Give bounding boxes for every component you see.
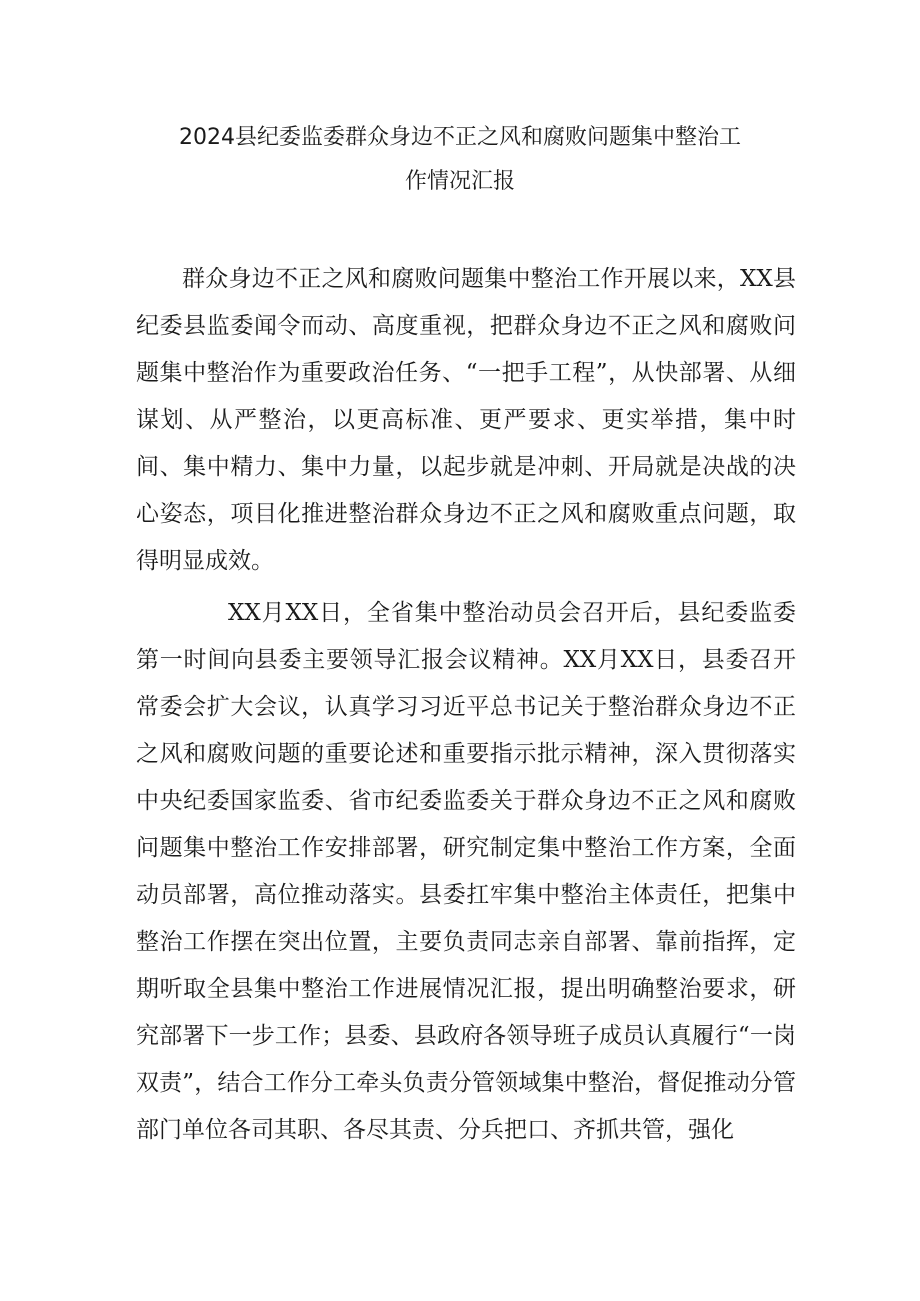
document-title-line-1: 2024县纪委监委群众身边不正之风和腐败问题集中整治工 (179, 125, 741, 150)
body-paragraph-1: 群众身边不正之风和腐败问题集中整治工作开展以来，XX县纪委县监委闻令而动、高度重视，把群众身边不正之风和腐败问题集中整治作为重要政治任务、“一把手工程”，从快部署、从细谋划、从严整治，以更高标准、更严要求、更实举措，集中时间、集中精力、集中力量，以起步就是冲刺、开局就是决战的决心姿态，项目化推进整治群众身边不正之风和腐败重点问题，取得明显成效。 (136, 266, 796, 574)
document-title-line-2: 作情况汇报 (404, 169, 515, 194)
body-paragraph-2: XX月XX日，全省集中整治动员会召开后，县纪委监委第一时间向县委主要领导汇报会议精神。XX月XX日，县委召开常委会扩大会议，认真学习习近平总书记关于整治群众身边不正之风和腐败问题的重要论述和重要指示批示精神，深入贯彻落实中央纪委国家监委、省市纪委监委关于群众身边不正之风和腐败问题集中整治工作安排部署，研究制定集中整治工作方案，全面动员部署，高位推动落实。县委扛牢集中整治主体责任，把集中整治工作摆在突出位置，主要负责同志亲自部署、靠前指挥，定期听取全县集中整治工作进展情况汇报，提出明确整治要求，研究部署下一步工作；县委、县政府各领导班子成员认真履行“一岗双责”，结合工作分工牵头负责分管领域集中整治，督促推动分管部门单位各司其职、各尽其责、分兵把口、齐抓共管，强化 (136, 600, 796, 1143)
